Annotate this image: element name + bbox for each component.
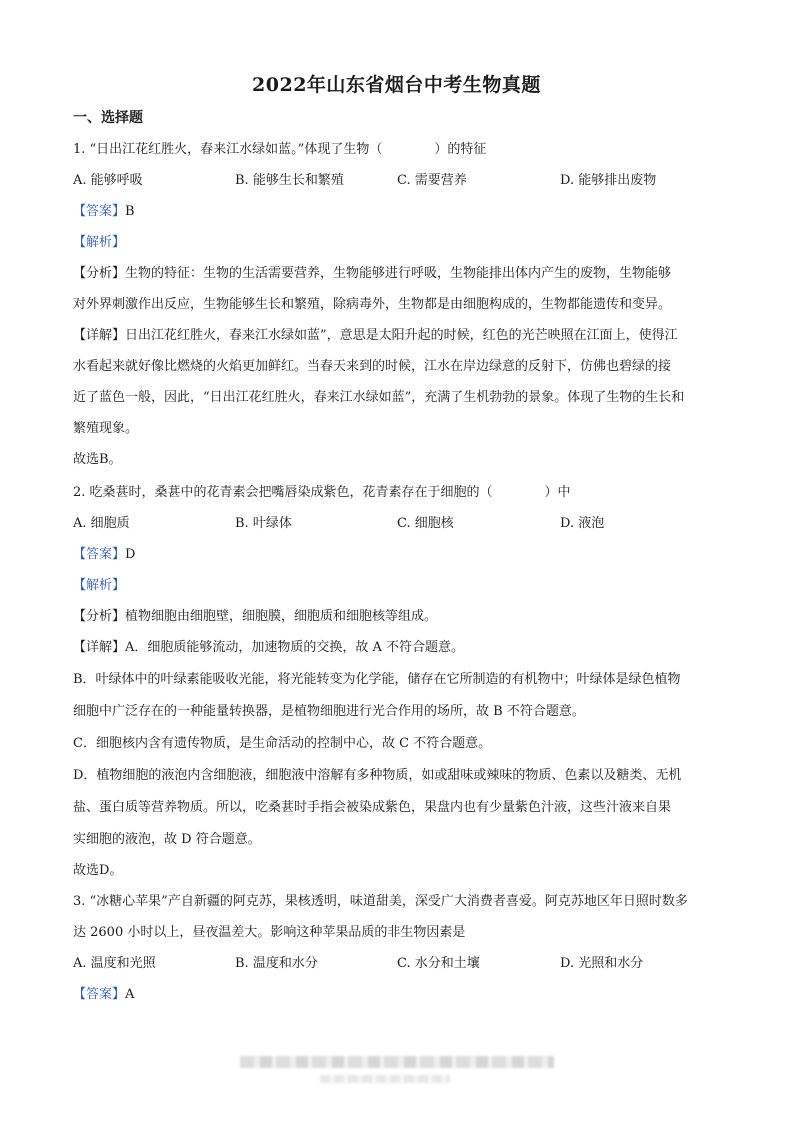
q1-conclusion: 故选B。 — [73, 452, 122, 467]
answer-value: B — [125, 204, 135, 219]
q3-option-c: C. 水分和土壤 — [397, 956, 480, 971]
q3-option-a: A. 温度和光照 — [73, 956, 156, 971]
q1-xiangjie-line-4: 繁殖现象。 — [73, 421, 139, 436]
fenxi-text: 植物细胞由细胞壁，细胞膜，细胞质和细胞核等组成。 — [125, 609, 438, 624]
q1-option-d: D. 能够排出废物 — [560, 173, 657, 188]
q1-xiangjie-line-2: 水看起来就好像比燃烧的火焰更加鲜红。当春天来到的时候，江水在岸边绿意的反射下，仿佛也碧绿的接 — [73, 359, 672, 374]
xiangjie-text: A．细胞质能够流动，加速物质的交换，故 A 不符合题意。 — [125, 640, 465, 655]
section-heading: 一、选择题 — [73, 110, 143, 126]
answer-tag: 【答案】 — [73, 987, 126, 1002]
q2-detail-line-6: 实细胞的液泡，故 D 符合题意。 — [73, 832, 261, 847]
q1-xiangjie-line-1 — [73, 328, 678, 344]
q2-option-a: A. 细胞质 — [73, 516, 130, 531]
q1-option-b: B. 能够生长和繁殖 — [235, 173, 344, 188]
q1-fenxi-line-1 — [73, 266, 671, 282]
q3-option-d: D. 光照和水分 — [560, 956, 644, 971]
q3-stem-line-2: 达 2600 小时以上，昼夜温差大。影响这种苹果品质的非生物因素是 — [73, 925, 466, 940]
q2-detail-line-4: D．植物细胞的液泡内含细胞液，细胞液中溶解有多种物质，如或甜味或辣味的物质、色素以及糖类、无机 — [73, 768, 682, 783]
page-title: 2022年山东省烟台中考生物真题 — [252, 74, 541, 96]
q1-fenxi-line-2: 对外界刺激作出反应，生物能够生长和繁殖，除病毒外，生物都是由细胞构成的，生物都能遗传和变异。 — [73, 297, 672, 312]
answer-tag: 【答案】 — [73, 547, 126, 562]
blurred-footer-watermark-2 — [320, 1075, 450, 1083]
answer-value: A — [125, 987, 135, 1002]
q1-option-c: C. 需要营养 — [397, 173, 467, 188]
q2-stem: 2. 吃桑葚时，桑葚中的花青素会把嘴唇染成紫色，花青素存在于细胞的（ ）中 — [73, 485, 571, 500]
q1-analysis-tag: 【解析】 — [73, 235, 126, 250]
q2-detail-line-3: C．细胞核内含有遗传物质，是生命活动的控制中心，故 C 不符合题意。 — [73, 736, 492, 751]
q1-answer — [73, 204, 135, 220]
q2-analysis-tag: 【解析】 — [73, 578, 126, 593]
q1-stem: 1. “日出江花红胜火，春来江水绿如蓝。”体现了生物（ ）的特征 — [73, 142, 487, 157]
xiangjie-tag: 【详解】 — [73, 640, 126, 655]
q2-detail-line-5: 盐、蛋白质等营养物质。所以，吃桑葚时手指会被染成紫色，果盘内也有少量紫色汁液，这些汁液来自果 — [73, 800, 672, 815]
q2-detail-line-2: 细胞中广泛存在的一种能量转换器，是植物细胞进行光合作用的场所，故 B 不符合题意。 — [73, 704, 585, 719]
q2-option-c: C. 细胞核 — [397, 516, 454, 531]
q2-conclusion: 故选D。 — [73, 863, 123, 878]
xiangjie-text: 日出江花红胜火，春来江水绿如蓝”，意思是太阳升起的时候，红色的光芒映照在江面上，使得江 — [125, 328, 678, 343]
fenxi-text: 生物的特征：生物的生活需要营养，生物能够进行呼吸，生物能排出体内产生的废物，生物能够 — [125, 266, 672, 281]
q1-option-a: A. 能够呼吸 — [73, 173, 143, 188]
q2-option-b: B. 叶绿体 — [235, 516, 292, 531]
q1-xiangjie-line-3: 近了蓝色一般，因此，“日出江花红胜火，春来江水绿如蓝”，充满了生机勃勃的景象。体现了生物的生长和 — [73, 390, 685, 405]
fenxi-tag: 【分析】 — [73, 266, 126, 281]
q2-detail-line-1: B．叶绿体中的叶绿素能吸收光能，将光能转变为化学能，储存在它所制造的有机物中；叶绿体是绿色植物 — [73, 672, 681, 687]
q3-answer — [73, 987, 134, 1003]
q2-option-d: D. 液泡 — [560, 516, 605, 531]
answer-value: D — [125, 547, 136, 562]
fenxi-tag: 【分析】 — [73, 609, 126, 624]
q2-xiangjie-line-1 — [73, 640, 464, 656]
blurred-footer-watermark — [240, 1056, 554, 1068]
answer-tag: 【答案】 — [73, 204, 126, 219]
q2-answer — [73, 547, 135, 563]
q3-option-b: B. 温度和水分 — [235, 956, 318, 971]
q2-fenxi-line-1 — [73, 609, 437, 625]
xiangjie-tag: 【详解】 — [73, 328, 126, 343]
q3-stem-line-1: 3. “冰糖心苹果”产自新疆的阿克苏，果核透明，味道甜美，深受广大消费者喜爱。阿克苏地区年日照时数多 — [73, 894, 688, 909]
